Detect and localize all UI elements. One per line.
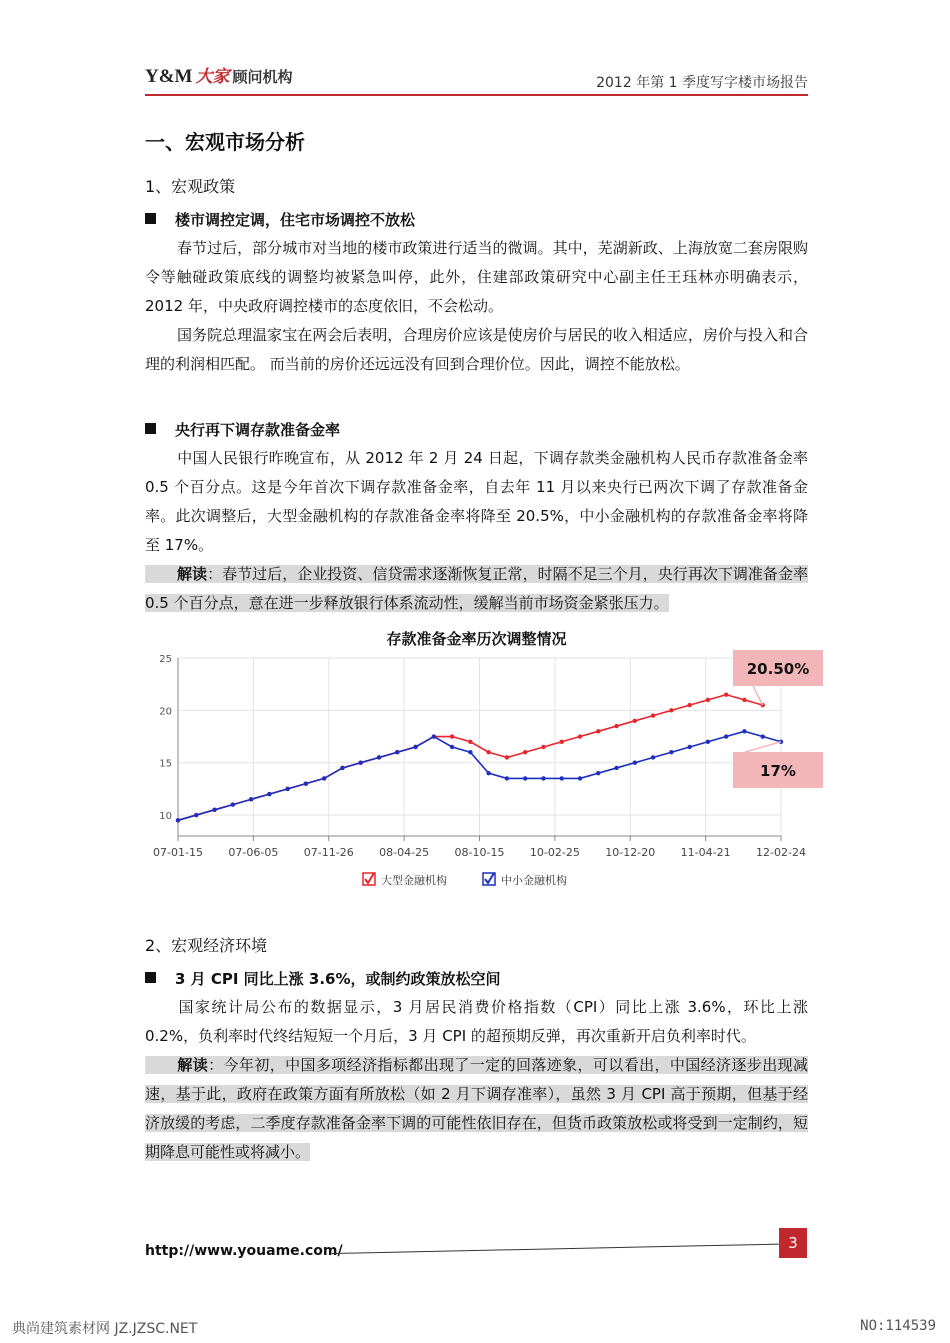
x-tick-label: 07-01-15	[153, 846, 203, 859]
chart-title: 存款准备金率历次调整情况	[386, 630, 567, 648]
bullet-heading-text: 3 月 CPI 同比上涨 3.6%，或制约政策放松空间	[175, 970, 501, 988]
watermark-number: NO:114539	[860, 1318, 936, 1334]
series-2-point	[322, 776, 326, 780]
series-2-point	[194, 813, 198, 817]
series-2-point	[249, 797, 253, 801]
series-2-point	[304, 781, 308, 785]
paragraph-housing-policy-2	[145, 321, 808, 379]
series-2-point	[486, 771, 490, 775]
series-2-point	[742, 729, 746, 733]
page-number: 3	[779, 1228, 807, 1258]
series-2-point	[395, 750, 399, 754]
y-tick-label: 20	[159, 706, 172, 718]
y-tick-label: 10	[159, 811, 172, 823]
series-2-point	[432, 734, 436, 738]
series-2-point	[450, 745, 454, 749]
bullet-square-icon	[145, 972, 156, 983]
series-1-point	[596, 729, 600, 733]
paragraph-cpi	[145, 993, 808, 1051]
note-text: ：春节过后，企业投资、信贷需求逐渐恢复正常，时隔不足三个月，央行再次下调准备金率 0.5 个百分点，意在进一步释放银行体系流动性，缓解当前市场资金紧张压力。	[145, 565, 808, 612]
note-label: 解读	[177, 565, 208, 583]
annotation-large-rate: 20.50%	[746, 660, 810, 678]
series-2-point	[468, 750, 472, 754]
paragraph-text: 国务院总理温家宝在两会后表明，合理房价应该是使房价与居民的收入相适应，房价与投入和合理的利润相匹配。 而当前的房价还远远没有回到合理价位。因此，调控不能放松。	[145, 326, 808, 373]
x-tick-label: 10-02-25	[529, 846, 580, 859]
logo-da: 大家	[195, 67, 230, 87]
series-2-point	[669, 750, 673, 754]
bullet-heading-housing-policy	[145, 209, 415, 230]
x-tick-label: 08-04-25	[379, 846, 430, 859]
watermark-site: 典尚建筑素材网 JZ.JZSC.NET	[12, 1321, 198, 1337]
x-tick-label: 08-10-15	[454, 846, 505, 859]
series-1-point	[578, 734, 582, 738]
series-1-point	[651, 713, 655, 717]
footer-divider	[332, 1244, 779, 1254]
bullet-heading-text: 楼市调控定调，住宅市场调控不放松	[175, 211, 416, 229]
y-tick-label: 15	[159, 758, 172, 770]
y-tick-label: 25	[159, 654, 172, 665]
x-tick-label: 07-11-26	[303, 846, 354, 859]
series-2-point	[651, 755, 655, 759]
section-title: 一、宏观市场分析	[145, 130, 305, 154]
series-2-point	[377, 755, 381, 759]
series-1-point	[486, 750, 490, 754]
series-1-point	[742, 698, 746, 702]
series-2-point	[359, 761, 363, 765]
series-2-point	[505, 776, 509, 780]
series-1-point	[560, 740, 564, 744]
note-highlight	[145, 565, 808, 612]
series-2-point	[285, 787, 289, 791]
bullet-heading-reserve-ratio	[145, 419, 340, 440]
legend-label-2: 中小金融机构	[501, 874, 567, 887]
paragraph-text: 中国人民银行昨晚宣布，从 2012 年 2 月 24 日起，下调存款类金融机构人民币存款准备金率 0.5 个百分点。这是今年首次下调存款准备金率，自去年 11 月以来央行已两次下调了存款准备金率。此次调整后，大型金融机构的存款准备金率将降至 20.5%，中小金融机构的存款准备金率将降至 17%。	[145, 449, 808, 554]
series-1-point	[687, 703, 691, 707]
subsection-macro-economy: 2、宏观经济环境	[145, 936, 268, 955]
subsection-macro-policy: 1、宏观政策	[145, 177, 236, 196]
footer-url-link[interactable]: http://www.youame.com/	[145, 1243, 343, 1259]
x-tick-label: 11-04-21	[680, 846, 731, 859]
series-2-point	[541, 776, 545, 780]
paragraph-text: 春节过后，部分城市对当地的楼市政策进行适当的微调。其中，芜湖新政、上海放宽二套房限购令等触碰政策底线的调整均被紧急叫停，此外，住建部政策研究中心副主任王珏林亦明确表示，2012 年，中央政府调控楼市的态度依旧，不会松动。	[145, 239, 808, 315]
paragraph-housing-policy-1	[145, 234, 808, 321]
series-2-point	[578, 776, 582, 780]
x-tick-label: 10-12-20	[605, 846, 656, 859]
series-2-point	[596, 771, 600, 775]
series-2-point	[176, 818, 180, 822]
annotation-small-rate: 17%	[760, 762, 796, 780]
note-highlight	[145, 1056, 808, 1161]
report-title: 2012 年第 1 季度写字楼市场报告	[596, 75, 808, 91]
paragraph-reserve-ratio	[145, 444, 808, 560]
x-tick-label: 07-06-05	[228, 846, 279, 859]
series-2-point	[706, 740, 710, 744]
series-2-point	[212, 808, 216, 812]
series-1-point	[633, 719, 637, 723]
note-cpi	[145, 1051, 808, 1167]
series-2-point	[267, 792, 271, 796]
series-1-point	[614, 724, 618, 728]
series-2-point	[340, 766, 344, 770]
x-tick-label: 12-02-24	[756, 846, 806, 859]
series-2-point	[761, 734, 765, 738]
series-1-point	[541, 745, 545, 749]
series-2-point	[413, 745, 417, 749]
series-1-point	[669, 708, 673, 712]
logo-ym: Y&M	[145, 66, 193, 87]
series-1-point	[468, 740, 472, 744]
bullet-heading-text: 央行再下调存款准备金率	[175, 421, 341, 439]
series-2-point	[687, 745, 691, 749]
series-2-point	[231, 802, 235, 806]
bullet-square-icon	[145, 213, 156, 224]
series-1-point	[450, 734, 454, 738]
legend-label-1: 大型金融机构	[381, 874, 447, 887]
series-2-point	[523, 776, 527, 780]
series-1-point	[523, 750, 527, 754]
series-1-point	[505, 755, 509, 759]
bullet-heading-cpi	[145, 968, 501, 989]
series-2-point	[724, 734, 728, 738]
note-text: ：今年初，中国多项经济指标都出现了一定的回落迹象，可以看出，中国经济逐步出现减速，基于此，政府在政策方面有所放松（如 2 月下调存准率），虽然 3 月 CPI 高于预期，但基于经济放缓的考虑，二季度存款准备金率下调的可能性依旧存在，但货币政策放松或将受到一定制约，短期降息可能性或将减小。	[145, 1056, 808, 1161]
header-divider	[145, 94, 808, 96]
paragraph-text: 国家统计局公布的数据显示，3 月居民消费价格指数（CPI）同比上涨 3.6%，环比上涨 0.2%，负利率时代终结短短一个月后，3 月 CPI 的超预期反弹，再次重新开启负利率时代。	[145, 998, 808, 1045]
series-2-point	[560, 776, 564, 780]
bullet-square-icon	[145, 423, 156, 434]
note-label: 解读	[177, 1056, 209, 1074]
note-reserve-ratio	[145, 560, 808, 618]
reserve-ratio-line-chart	[145, 650, 835, 900]
series-1-point	[724, 692, 728, 696]
series-2-point	[633, 761, 637, 765]
logo-gw: 顾问机构	[232, 68, 293, 86]
series-2-point	[614, 766, 618, 770]
series-1-point	[706, 698, 710, 702]
company-logo	[145, 62, 293, 88]
